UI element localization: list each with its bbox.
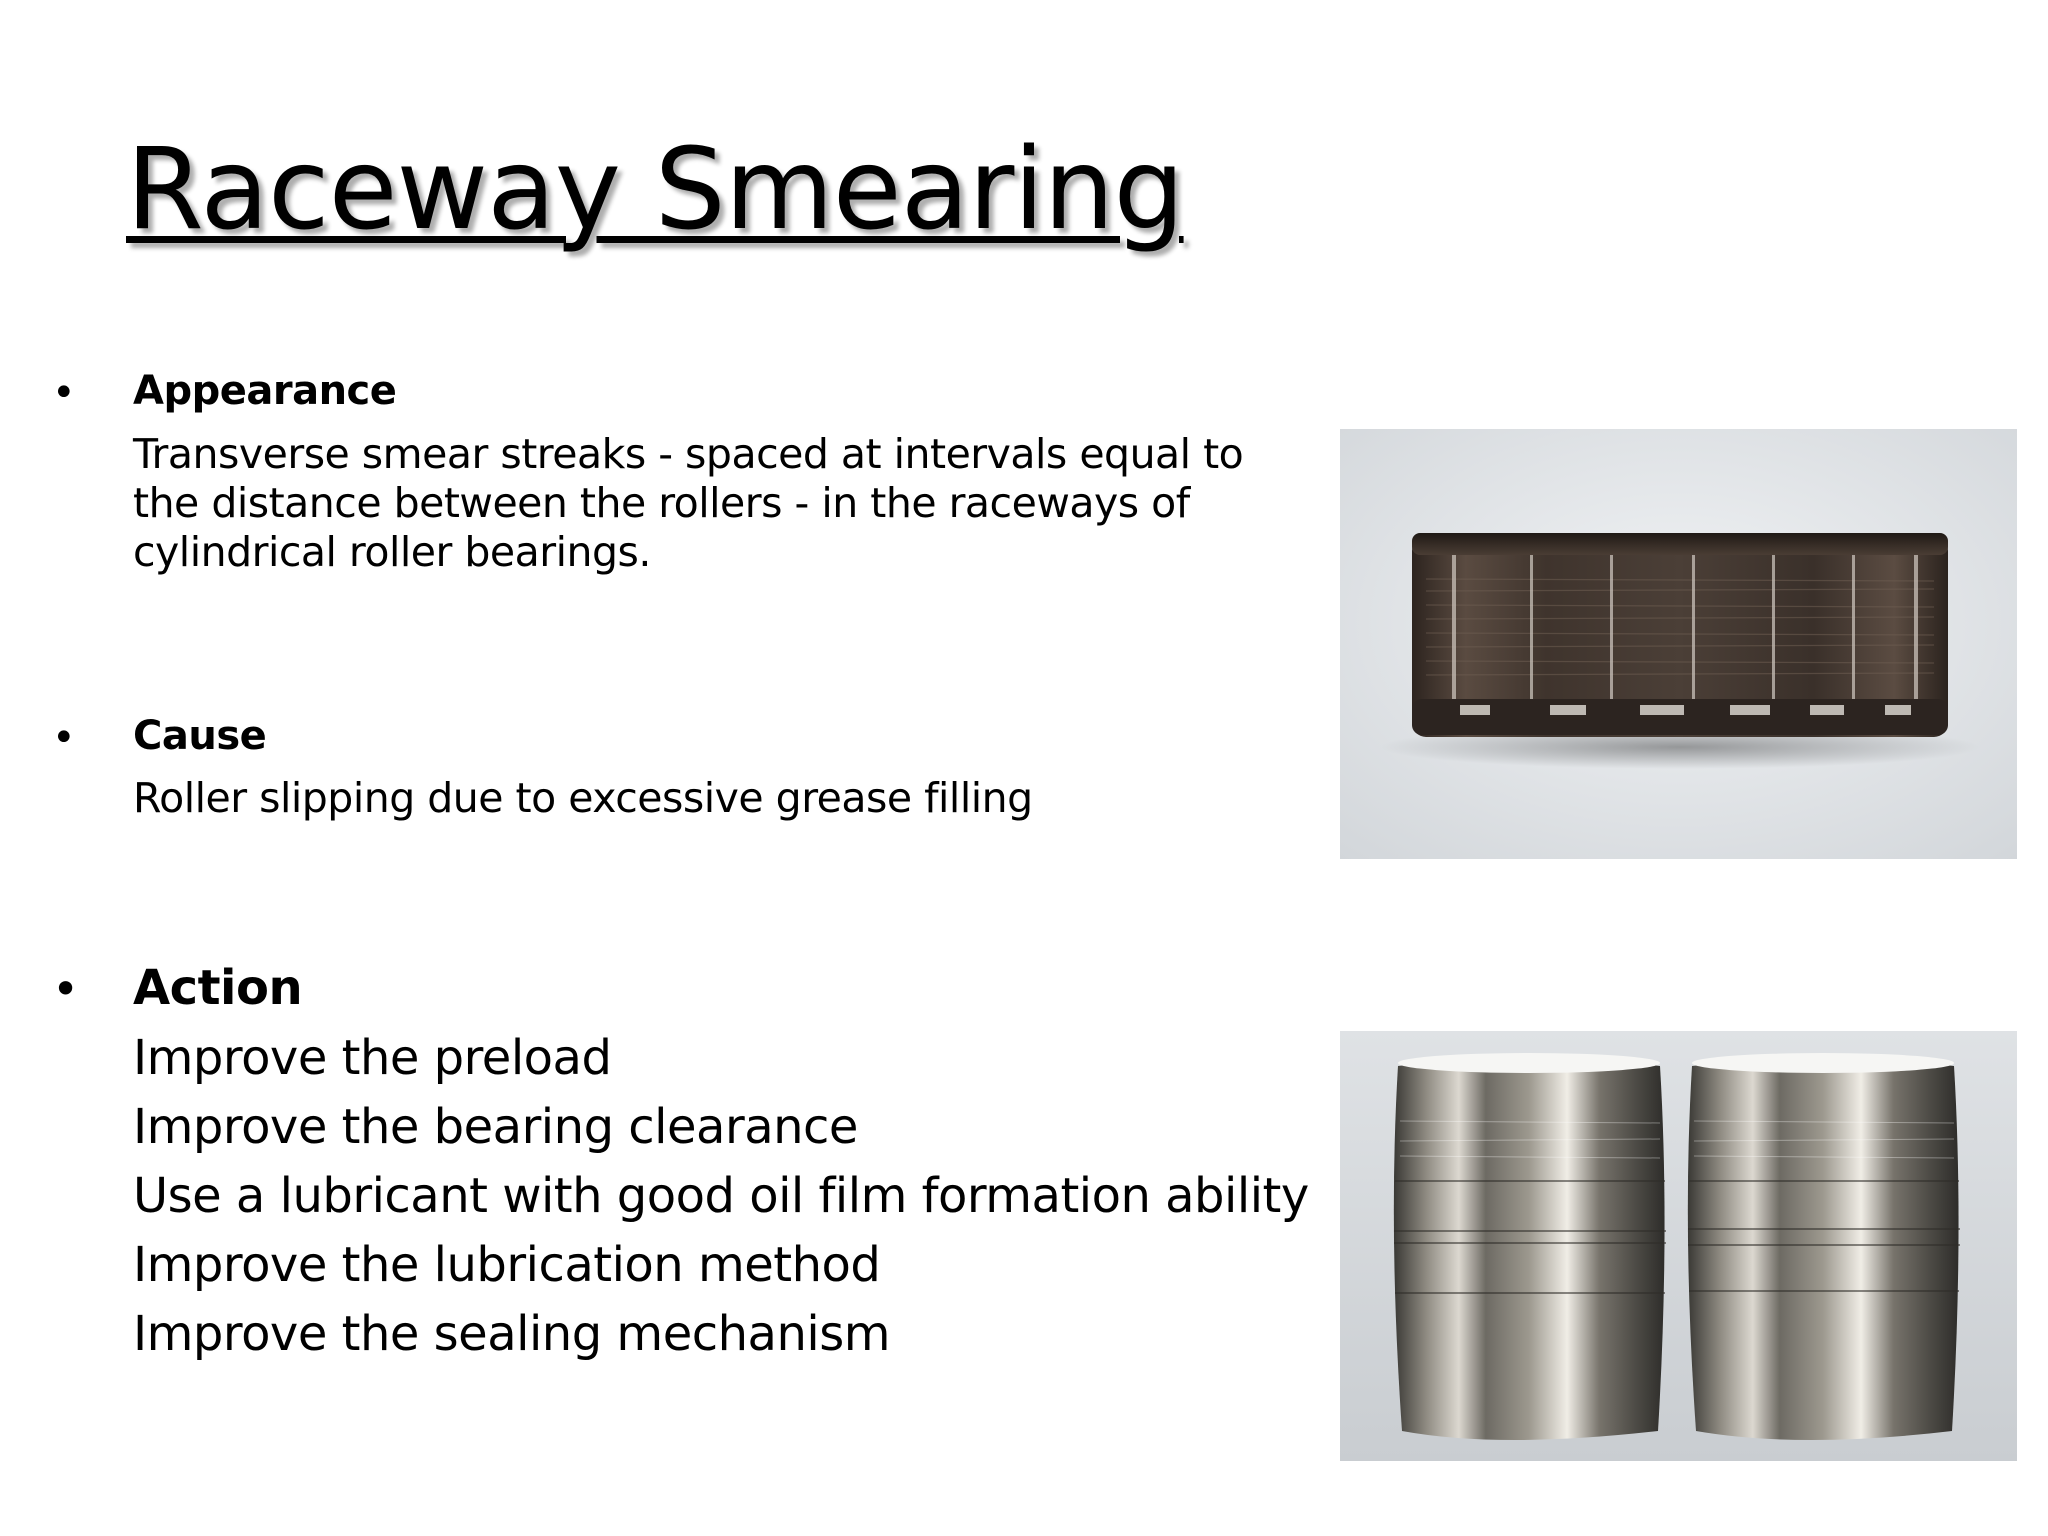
body-cause: Roller slipping due to excessive grease filling (133, 774, 1033, 822)
roller-right-shape (1688, 1053, 1960, 1440)
bullet-cause: • (52, 715, 76, 761)
body-appearance: Transverse smear streaks - spaced at intervals equal to the distance between the rollers - in the raceways of cylindrical roller bearings. (133, 430, 1244, 576)
action-item-lubrication-method: Improve the lubrication method (133, 1237, 881, 1293)
action-list (133, 1024, 1309, 1369)
bearing-ring-illustration (1340, 429, 2017, 859)
photo-bearing-ring (1340, 429, 2017, 859)
photo-rollers (1340, 1031, 2017, 1461)
bullet-appearance: • (52, 370, 76, 416)
action-item-clearance: Improve the bearing clearance (133, 1099, 858, 1155)
slide-title: Raceway Smearing (126, 125, 1184, 255)
roller-left-shape (1394, 1053, 1666, 1440)
heading-appearance: Appearance (133, 368, 397, 414)
action-item-preload: Improve the preload (133, 1030, 612, 1086)
action-item-sealing: Improve the sealing mechanism (133, 1306, 890, 1362)
rollers-illustration (1340, 1031, 2017, 1461)
bullet-action: • (52, 962, 80, 1016)
heading-cause: Cause (133, 713, 267, 759)
heading-action: Action (133, 960, 303, 1016)
action-item-lubricant: Use a lubricant with good oil film formation ability (133, 1168, 1309, 1224)
